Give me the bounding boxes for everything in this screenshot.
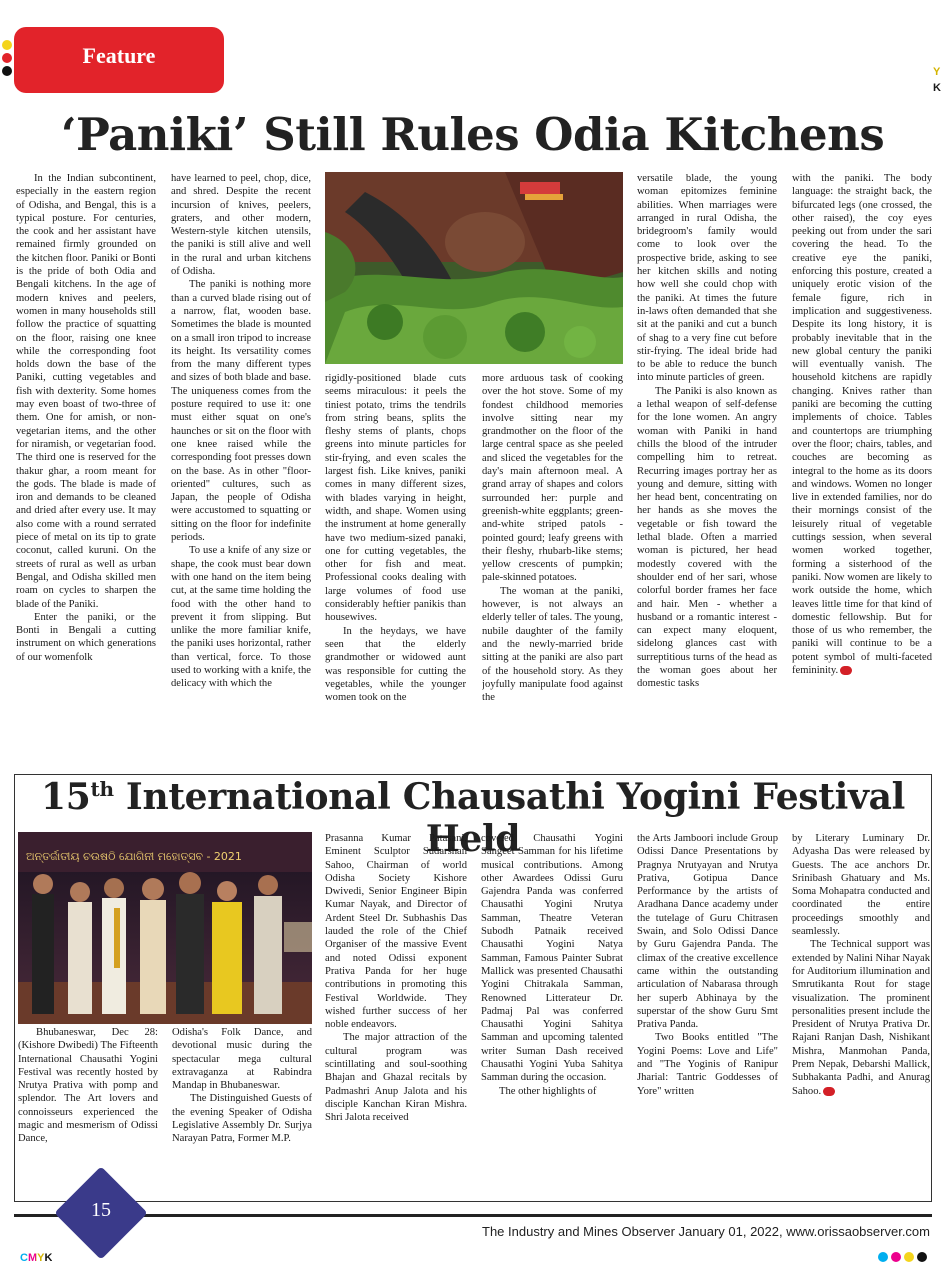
paragraph: In the Indian subcontinent, especially in the eastern region of Odisha, and Bengal, this is a typical posture. For centuries, the cook and her assistant have remained firmly grounded on the kitchen floor. Paniki or Bonti is the pride of both Odia and Bengali kitchens. In the age of modern knives and peelers, women in many households still follow the practice of squatting on the floor, raising one knee while the corresponding foot holds down the base of the Paniki, cutting vegetables and fish with dexterity. Some homes may even boast of two-three of them. One for amish, or non-vegetarian items, and the other for niramish, or vegetarian food. The third one is reserved for the thakur ghar, a room meant for the gods. The blade is made of iron and demands to be cleaned and dried after every use. It may also come with a round serrated piece of metal on its tip to grate coconut, called kuruni. On the streets of rural as well as urban Bengal, and Odisha skilled men roam on cycles to sharpen the blade of the Paniki.: [16, 173, 156, 610]
paragraph: rigidly-positioned blade cuts seems miraculous: it peels the tiniest potato, trims the tendrils from string beans, splits the fleshy stems of plants, chops greens into minute particles for stir-frying, and even scales the largest fish. Like knives, paniki comes in many different sizes, with blades varying in height, width, and shape. Women using the instrument at home generally have two medium-sized panaki, one for cutting vegetables, the other for fish and meat. Professional cooks dealing with large volumes of food use considerably heftier panikis than housewives.: [325, 373, 466, 624]
footer-rule: [14, 1214, 932, 1217]
headline-text: International Chausathi Yogini Festival Held: [113, 776, 905, 860]
registration-dot-black: [2, 66, 12, 76]
section-label-badge: Feature: [14, 27, 224, 93]
paragraph-text: The Technical support was extended by Nalini Nihar Nayak for Auditorium illumination and Smrutikanta Rout for stage visualization. The prominent personalities present include the President of Nrutya Prativa Dr. Rajani Ranjan Dash, Nishikant Mishra, Manmohan Panda, Prem Nepak, Debarshi Mallick, Subhakanta Padhi, and Anurag Sahoo.: [792, 939, 930, 1097]
registration-dot-yellow: [2, 40, 12, 50]
article2-column-6: [792, 832, 930, 1176]
headline-number: 15: [41, 776, 91, 818]
cmyk-print-mark: [20, 1252, 52, 1264]
article1-column-3: [325, 372, 466, 767]
paragraph-text: with the paniki. The body language: the straight back, the bifurcated legs (one crossed, the other raised), the coy eyes peeking out from under the sari covering the head. To the creative eye the paniki, enforcing this posture, created a uniquely erotic vision of the female figure, rich in implication and suggestiveness. Despite its long history, it is probably inevitable that in the new global century the paniki will eventually vanish. The household kitchens are rapidly changing. Knives rather than paniki are becoming the cutting implements of choice. Tables and countertops are triumphing over the floor; chairs, tables, and couches are becoming as integral to the home as its doors and windows. Women no longer live in extended families, nor do their mornings consist of the leisurely ritual of vegetable cuttings session, when several women worked together, forming a sisterhood of the paniki. Now women are likely to work outside the home, which leaves little time for that kind of domestic fellowship. But for those of us who remember, the paniki will continue to be a potent symbol of multi-faceted femininity.: [792, 173, 932, 676]
paragraph: Prasanna Kumar Patasani, Eminent Sculptor Sudarshan Sahoo, Chairman of world Odisha Society Kishore Dwivedi, Senior Engineer Bipin Kumar Nayak, and Director of Ardent Steel Dr. Subhashis Das lauded the role of the Chief Organiser of the massive Event and noted Odissi exponent Prativa Panda for her huge contributions in promoting this Festival Worldwide. They wished further success of her noble endeavors.: [325, 833, 467, 1031]
publication-footer: The Industry and Mines Observer January 01, 2022, www.orissaobserver.com: [482, 1224, 930, 1239]
article2-column-3: [325, 832, 467, 1176]
article1-column-1: [16, 172, 156, 767]
paniki-cutting-greens-photo: [325, 172, 623, 364]
article2-column-5: [637, 832, 778, 1176]
paragraph: coveted Chausathi Yogini Sangeet Samman for his lifetime musical contributions. Among other Awardees Odissi Guru Gajendra Panda was conferred Chausathi Yogini Nrutya Samman, Theatre Veteran Subodh Patnaik received Chausathi Yogini Natya Samman, Famous Painter Subrat Mallick was presented Chausathi Yogini Chitrakala Samman, Renowned Litterateur Dr. Padmaj Pal was conferred Chausathi Yogini Sahitya Samman and upcoming talented writer Suman Dash received Chausathi Yogini Yuba Sahitya Samman during the occasion.: [481, 833, 623, 1084]
article2-column-2: [172, 1026, 312, 1176]
end-of-article-icon: [840, 666, 852, 675]
paragraph: [792, 172, 932, 677]
cmyk-text: CMYK: [20, 1252, 53, 1264]
print-dot-yellow: [904, 1252, 914, 1262]
article1-headline: ‘Paniki’ Still Rules Odia Kitchens: [60, 108, 885, 161]
corner-color-marks: [933, 64, 941, 96]
paragraph: Bhubaneswar, Dec 28: (Kishore Dwibedi) The Fifteenth International Chausathi Yogini Festival was recently hosted by Nrutya Prativa with pomp and splendor. The Art lovers and connoisseurs experienced the magic and mesmerism of Odissi Dance,: [18, 1027, 158, 1145]
paragraph: In the heydays, we have seen that the elderly grandmother or widowed aunt was responsible for cutting the vegetables, while the younger women took on the: [325, 625, 466, 704]
paragraph: The other highlights of: [499, 1085, 597, 1097]
article1-column-6: [792, 172, 932, 767]
paragraph: more arduous task of cooking over the hot stove. Some of my fondest childhood memories involve sitting near my grandmother on the floor of the large central space as she peeled and sliced the vegetables for the day's main afternoon meal. A grand array of shapes and colors surrounded her: purple and greenish-white eggplants; green-and-white striped patols - pointed gourd; leafy greens with their fleshy, rhubarb-like stems; yellow crescents of pumpkin; pale-skinned potatoes.: [482, 373, 623, 584]
paniki-photo-illustration: [325, 172, 623, 364]
article1-column-2: [171, 172, 311, 767]
paragraph: [792, 938, 930, 1098]
registration-dot-red: [2, 53, 12, 63]
paragraph: versatile blade, the young woman epitomizes feminine abilities. When marriages were arranged in rural Odisha, the bridegroom's family would come to look over the prospective bride, asking to see her kitchen skills and noting how well she could chop with the paniki. At times the future in-laws often demanded that she sit at the paniki and cut a bunch of shag to a very fine cut before stir-frying. The ideal bride had to be able to reduce the bunch into minute particles of green.: [637, 173, 777, 384]
paragraph: Two Books entitled "The Yogini Poems: Love and Life" and "The Yoginis of Ranipur Jharial: Tantric Goddesses of Yore" written: [637, 1032, 778, 1097]
paragraph: the Arts Jamboori include Group Odissi Dance Presentations by Pragnya Nrutyayan and Nrutya Prativa, Gotipua Dance Performance by the artists of Aradhana Dance academy under the tutelage of Guru Chitrasen Swain, and Solo Odissi Dance by Guru Gajendra Panda. The climax of the creative excellence came within the outstanding articulation of Nabarasa through her superb Abhinaya by the superstar of the show Guru Smt Prativa Panda.: [637, 833, 778, 1031]
article1-column-4: [482, 372, 623, 767]
end-of-article-icon: [823, 1087, 835, 1096]
article2-column-1: [18, 1026, 158, 1176]
paragraph: Odisha's Folk Dance, and devotional music during the spectacular mega cultural extravaganza at Rabindra Mandap in Bhubaneswar.: [172, 1027, 312, 1092]
stage-banner-text: ଅନ୍ତର୍ଜାତୀୟ ଚଉଷଠି ଯୋଗିନୀ ମହୋତ୍ସବ - 2021: [26, 850, 242, 863]
corner-k: K: [933, 82, 941, 94]
corner-y: Y: [933, 66, 941, 78]
paragraph: Enter the paniki, or the Bonti in Bengali a cutting instrument on which generations of our womenfolk: [16, 611, 156, 663]
headline-ordinal: th: [90, 777, 114, 801]
page-number: 15: [91, 1199, 111, 1221]
print-dot-black: [917, 1252, 927, 1262]
paragraph: The Paniki is also known as a lethal weapon of self-defense for the lone women. An angry woman with Paniki in hand chills the blood of the intruder compelling him to retreat. Recurring images portray her as young and demure, sitting with her head bent, concentrating on her hands as she moves the vegetable or fish toward the lethal blade. Often a married woman is pictured, her head modestly covered with the shoulder end of her sari, whose colorful border frames her face and hair. Men - whether a husband or a romantic interest - can expect many eloquent, sidelong glances cast with surreptitious turns of the head as the woman goes about her domestic tasks: [637, 385, 777, 690]
print-dot-magenta: [891, 1252, 901, 1262]
print-dot-cyan: [878, 1252, 888, 1262]
paragraph: The woman at the paniki, however, is not always an elderly teller of tales. The young, nubile daughter of the family and the newly-married bride sitting at the paniki are also part of the household story. As they joyfully manipulate food against the: [482, 585, 623, 704]
paragraph: The major attraction of the cultural program was scintillating and soul-soothing Bhajan and Ghazal recitals by Padmashri Anup Jalota and his disciple Kanchan Kiran Mishra. Shri Jalota received: [325, 1032, 467, 1124]
paragraph: The paniki is nothing more than a curved blade rising out of a narrow, flat, wooden base. Sometimes the blade is mounted on a small iron tripod to increase its height. Its versatility comes from the many different types and sizes of both blade and base. The uniqueness comes from the posture required to use it: one must either squat on one's haunches or sit on the floor with one knee raised while the corresponding foot presses down on the base. As in other "floor-oriented" cultures, such as Japan, the people of Odisha were accustomed to squatting or sitting on the floor for indefinite periods.: [171, 279, 311, 544]
paragraph: To use a knife of any size or shape, the cook must bear down with one hand on the item being cut, at the same time holding the food with the other hand to prevent it from slipping. But unlike the more familiar knife, the paniki uses horizontal, rather than vertical, force. To those used to working with a knife, the delicacy with which the: [171, 545, 311, 690]
festival-awardees-photo: [18, 832, 312, 1024]
festival-photo-illustration: [18, 832, 312, 1024]
paragraph: by Literary Luminary Dr. Adyasha Das were released by Guests. The ace anchors Dr. Srinibash Ghatuary and Ms. Soma Mohapatra conducted and coordinated the entire proceedings smoothly and seamlessly.: [792, 833, 930, 938]
article2-column-4: [481, 832, 623, 1176]
paragraph: have learned to peel, chop, dice, and shred. Despite the recent incursion of knives, peelers, graters, and other modern, Western-style kitchen utensils, the paniki is still alive and well in the rural and urban kitchens of Odisha.: [171, 173, 311, 278]
article1-column-5: [637, 172, 777, 767]
paragraph: The Distinguished Guests of the evening Speaker of Odisha Legislative Assembly Dr. Surjya Narayan Patra, Former M.P.: [172, 1093, 312, 1145]
